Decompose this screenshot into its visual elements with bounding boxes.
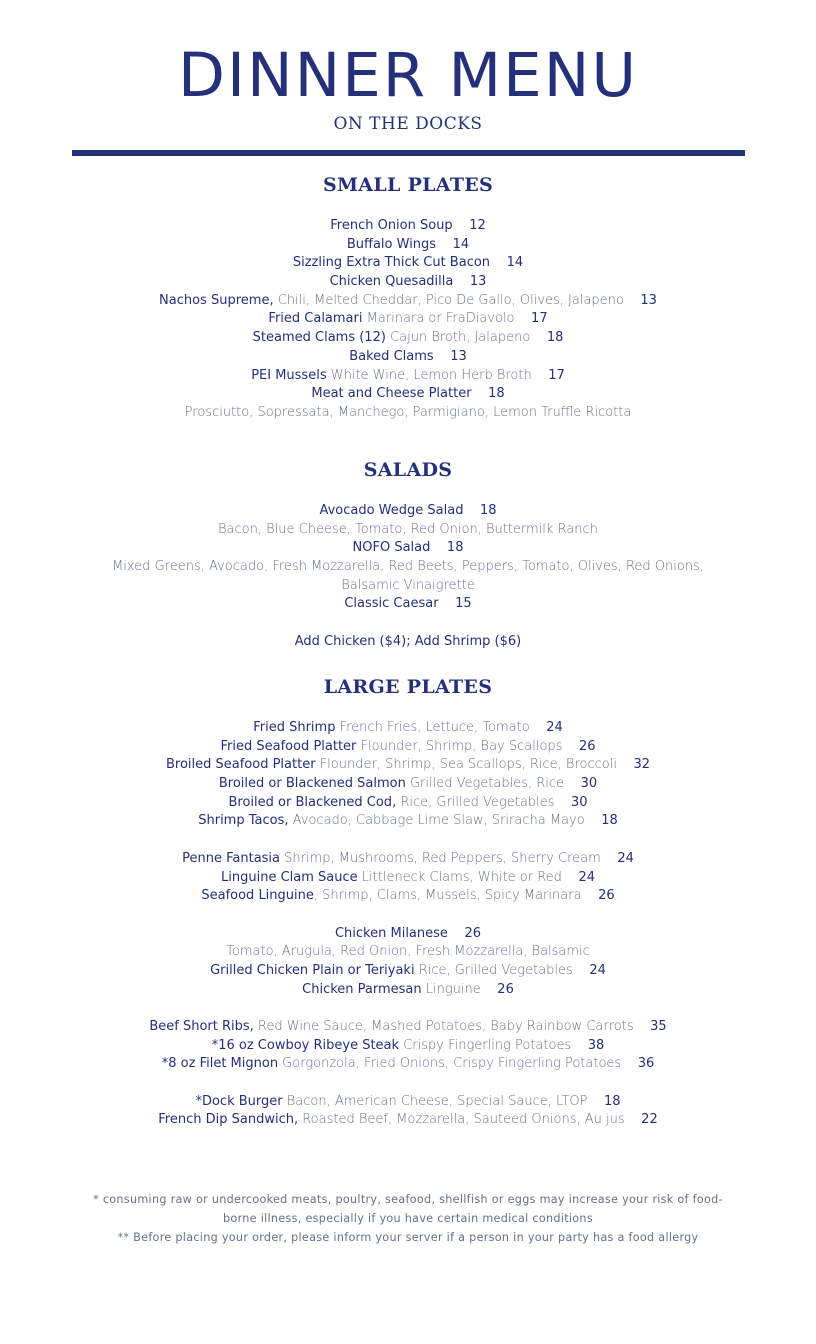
menu-item (0, 292, 816, 311)
item-price: 26 (497, 981, 514, 997)
page-subtitle: ON THE DOCKS (333, 114, 483, 134)
item-name: Linguine Clam Sauce (221, 869, 358, 885)
item-description: Bacon, Blue Cheese, Tomato, Red Onion, Buttermilk Ranch (218, 521, 598, 537)
item-name: Meat and Cheese Platter (311, 386, 472, 402)
item-description: Flounder, Shrimp, Sea Scallops, Rice, Broccoli (319, 757, 617, 773)
item-price: 13 (640, 292, 657, 308)
menu-item (0, 348, 816, 367)
salads-list (0, 502, 816, 652)
item-description: Littleneck Clams, White or Red (361, 869, 562, 885)
item-description: Grilled Vegetables, Rice (409, 776, 565, 792)
spacer (0, 906, 816, 925)
menu-item (0, 943, 816, 962)
item-description: , Shrimp, Clams, Mussels, Spicy Marinara (313, 888, 582, 904)
item-name: PEI Mussels (251, 367, 327, 383)
menu-item (0, 1093, 816, 1112)
item-description: Flounder, Shrimp, Bay Scallops (360, 738, 563, 754)
menu-item (0, 236, 816, 255)
footer-disclaimer (62, 1190, 754, 1247)
menu-item (0, 1055, 816, 1074)
item-description: Balsamic Vinaigrette (341, 577, 475, 593)
item-price: 13 (469, 274, 487, 290)
spacer (0, 831, 816, 850)
item-name: Chicken Quesadilla (329, 274, 454, 290)
small-plates-list (0, 217, 816, 423)
item-price: 32 (633, 757, 651, 773)
menu-item (0, 1037, 816, 1056)
item-description: Chili, Melted Cheddar, Pico De Gallo, Olives, Jalapeno (277, 292, 624, 308)
item-description: Bacon, American Cheese, Special Sauce, LTOP (286, 1093, 588, 1109)
menu-item (0, 273, 816, 292)
allergy-notice: ** Before placing your order, please inform your server if a person in your party has a food allergy (117, 1231, 699, 1244)
item-description: Marinara or FraDiavolo (366, 311, 515, 327)
item-price: 17 (548, 367, 565, 383)
item-description: Gorgonzola, Fried Onions, Crispy Fingerling Potatoes (282, 1056, 622, 1072)
menu-item (0, 521, 816, 540)
item-name: Sizzling Extra Thick Cut Bacon (292, 255, 491, 271)
spacer (0, 1074, 816, 1093)
menu-item (0, 775, 816, 794)
menu-item (0, 558, 816, 577)
item-description: Rice, Grilled Vegetables (418, 962, 573, 978)
menu-item (0, 367, 816, 386)
page-title: DINNER MENU (178, 40, 638, 111)
menu-item (0, 869, 816, 888)
item-price: 18 (480, 503, 497, 518)
item-name: Steamed Clams (12) (252, 330, 386, 346)
item-name: *Dock Burger (195, 1093, 283, 1109)
menu-item (0, 1018, 816, 1037)
item-name: Penne Fantasia (182, 850, 281, 866)
item-price: 12 (469, 218, 486, 233)
item-price: 18 (446, 540, 464, 556)
item-name: *16 oz Cowboy Ribeye Steak (211, 1037, 400, 1053)
menu-item (0, 925, 816, 944)
menu-item (0, 887, 816, 906)
item-name: *8 oz Filet Mignon (161, 1056, 279, 1072)
item-description: French Fries, Lettuce, Tomato (339, 720, 530, 735)
menu-item (0, 310, 816, 329)
item-description: Prosciutto, Sopressata, Manchego, Parmigiano, Lemon Truffle Ricotta (184, 404, 632, 420)
menu-item (0, 217, 816, 236)
item-name: Chicken Parmesan (302, 981, 422, 997)
menu-item (0, 254, 816, 273)
item-price: 13 (450, 348, 467, 364)
menu-item (0, 981, 816, 1000)
item-description: Crispy Fingerling Potatoes (403, 1037, 572, 1053)
item-price: 24 (546, 720, 563, 735)
menu-item (0, 539, 816, 558)
menu-item (0, 738, 816, 757)
large-plates-list (0, 719, 816, 1130)
menu-item (0, 404, 816, 423)
item-name: Shrimp Tacos, (198, 813, 289, 829)
disclaimer-line: borne illness, especially if you have certain medical conditions (223, 1212, 593, 1225)
item-price: 24 (578, 869, 595, 885)
item-price: 36 (637, 1056, 655, 1072)
item-name: Chicken Milanese (334, 925, 448, 941)
item-name: Fried Calamari (268, 311, 363, 327)
item-name: Broiled or Blackened Cod, (228, 794, 397, 810)
item-price: 18 (546, 330, 564, 346)
item-description: Linguine (425, 981, 481, 997)
menu-item (0, 385, 816, 404)
item-name: French Onion Soup (330, 218, 453, 233)
menu-item (0, 502, 816, 521)
menu-item (0, 577, 816, 596)
item-price: 22 (641, 1112, 658, 1128)
item-name: Nachos Supreme, (159, 292, 274, 308)
menu-item (0, 595, 816, 614)
item-description: Rice, Grilled Vegetables (400, 794, 555, 810)
item-name: Broiled Seafood Platter (165, 757, 316, 773)
item-description: Red Wine Sauce, Mashed Potatoes, Baby Rainbow Carrots (257, 1019, 634, 1034)
item-price: 24 (589, 962, 606, 978)
item-price: 38 (587, 1037, 605, 1053)
menu-item (0, 794, 816, 813)
item-name: French Dip Sandwich, (158, 1112, 299, 1128)
item-description: Tomato, Arugula, Red Onion, Fresh Mozzarella, Balsamic (226, 944, 590, 960)
item-price: 17 (531, 311, 548, 327)
menu-item (0, 633, 816, 652)
item-name: Avocado Wedge Salad (319, 503, 464, 518)
item-description: Roasted Beef, Mozzarella, Sauteed Onions, Au jus (302, 1112, 625, 1128)
item-name: Fried Seafood Platter (220, 738, 357, 754)
item-price: 18 (488, 386, 505, 402)
item-description: White Wine, Lemon Herb Broth (330, 367, 532, 383)
item-price: 26 (578, 738, 596, 754)
disclaimer-line: * consuming raw or undercooked meats, poultry, seafood, shellfish or eggs may increase your risk of food- (93, 1193, 723, 1206)
item-price: 26 (464, 925, 481, 941)
spacer (0, 614, 816, 633)
item-name: Broiled or Blackened Salmon (218, 776, 406, 792)
item-description: Mixed Greens, Avocado, Fresh Mozzarella, Red Beets, Peppers, Tomato, Olives, Red Onions, (112, 559, 704, 575)
item-description: Avocado, Cabbage Lime Slaw, Sriracha Mayo (292, 813, 585, 829)
section-heading-salads: SALADS (363, 459, 453, 481)
item-price: 30 (580, 776, 598, 792)
item-description: Cajun Broth, Jalapeno (390, 330, 531, 346)
item-name: Grilled Chicken Plain or Teriyaki (210, 962, 415, 978)
item-name: Fried Shrimp (253, 720, 336, 735)
item-name: NOFO Salad (352, 540, 431, 556)
menu-item (0, 962, 816, 981)
item-price: 24 (617, 850, 634, 866)
item-price: 30 (570, 794, 588, 810)
section-heading-small-plates: SMALL PLATES (322, 174, 494, 196)
menu-item (0, 719, 816, 738)
menu-item (0, 329, 816, 348)
item-price: 14 (506, 255, 524, 271)
item-price: 18 (601, 813, 618, 829)
section-heading-large-plates: LARGE PLATES (323, 676, 493, 698)
item-description: Shrimp, Mushrooms, Red Peppers, Sherry Cream (284, 850, 601, 866)
item-price: 35 (650, 1019, 667, 1034)
header-divider (72, 150, 745, 156)
menu-item (0, 1111, 816, 1130)
item-price: 26 (598, 888, 615, 904)
item-price: 14 (452, 236, 470, 252)
spacer (0, 999, 816, 1018)
item-name: Beef Short Ribs, (149, 1019, 254, 1034)
item-name: Baked Clams (349, 348, 434, 364)
item-price: 18 (604, 1093, 621, 1109)
item-name: Classic Caesar (344, 596, 439, 612)
item-price: 15 (455, 596, 472, 612)
menu-item (0, 850, 816, 869)
menu-item (0, 756, 816, 775)
item-name: Buffalo Wings (346, 236, 437, 252)
item-name: Seafood Linguine (201, 888, 314, 904)
menu-item (0, 812, 816, 831)
item-name: Add Chicken ($4); Add Shrimp ($6) (294, 633, 522, 649)
